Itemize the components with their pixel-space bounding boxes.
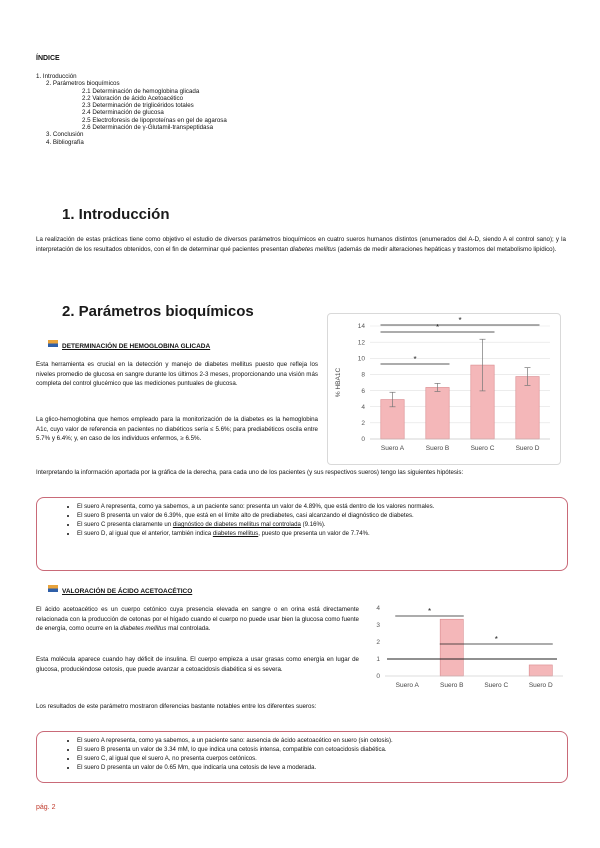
bar bbox=[516, 377, 539, 439]
hba1c-section-title bbox=[48, 335, 210, 353]
y-tick-label: 0 bbox=[361, 436, 365, 444]
x-tick-label: Suero C bbox=[470, 445, 495, 452]
y-tick-label: 10 bbox=[357, 355, 365, 363]
hba1c-paragraph-2: La glico-hemoglobina que hemos empleado para la monitorización de la diabetes es la hemoglobina A1c, cuyo valor de referencia en pacientes no diabéticos sería ≤ 5.6%; para prediabéticos oscila entre 5.7% y 6.4%; y, en caso de los individuos enfermos, ≥ 6.5%. bbox=[36, 416, 318, 443]
paragraph-italic: diabetes mellitus bbox=[120, 625, 167, 633]
bullet-text-end: (9.16%). bbox=[300, 521, 326, 528]
hba1c-paragraph-1: Esta herramienta es crucial en la detección y manejo de diabetes mellitus puesto que refleja los niveles promedio de glucosa en sangre durante los últimos 2-3 meses, proporcionando una visión más completa del control glucémico que las mediciones puntuales de glucosa. bbox=[36, 361, 318, 388]
page-number: pág. 2 bbox=[36, 804, 56, 811]
bar bbox=[529, 665, 552, 676]
toc-item[interactable]: 2.4 Determinación de glucosa bbox=[82, 109, 164, 117]
bullet-text: El suero A representa, como ya sabemos, a un paciente sano: presenta un valor de 4.89%, que está dentro de los valores normales. bbox=[77, 503, 435, 510]
bullet-text-end: , puesto que presenta un valor de 7.74%. bbox=[258, 530, 370, 537]
toc-item[interactable]: 2. Parámetros bioquímicos bbox=[46, 80, 120, 88]
significance-marker: * bbox=[413, 355, 417, 364]
acetoacetic-bar-chart bbox=[367, 598, 567, 688]
section-title-text: DETERMINACIÓN DE HEMOGLOBINA GLICADA bbox=[62, 343, 211, 350]
intro-paragraph bbox=[36, 235, 566, 254]
hba1c-hypotheses-box bbox=[36, 497, 568, 571]
list-item bbox=[77, 511, 557, 520]
bullet-underlined: diagnóstico de diabetes mellitus mal controlada bbox=[172, 521, 301, 528]
toc-item[interactable]: 2.3 Determinación de triglicéridos totales bbox=[82, 102, 194, 110]
y-tick-label: 4 bbox=[376, 605, 380, 613]
intro-text: La realización de estas prácticas tiene como objetivo el estudio de diversos parámetros bioquímicos en cuatro sueros humanos distintos (enumerados del A-D, siendo A el control sano); y la interpretación de los resultados obtenidos, con el fin de determinar qué pacientes presentan bbox=[36, 236, 566, 253]
paragraph-text-end: mal controlada. bbox=[166, 625, 211, 633]
bullet-text: El suero C presenta claramente un bbox=[77, 521, 173, 528]
significance-marker: * bbox=[427, 607, 432, 616]
x-tick-label: Suero A bbox=[395, 682, 419, 688]
list-item: • El suero D presenta un valor de 0.65 Mm, que indicaría una cetosis de leve a moderada. bbox=[77, 763, 557, 772]
significance-marker: * bbox=[494, 635, 498, 644]
toc-item[interactable]: 2.1 Determinación de hemoglobina glicada bbox=[82, 87, 200, 95]
significance-marker: * bbox=[458, 316, 462, 325]
bar bbox=[440, 619, 463, 676]
x-tick-label: Suero A bbox=[380, 445, 405, 452]
hba1c-bar-chart bbox=[328, 314, 560, 464]
significance-marker: * bbox=[435, 323, 440, 332]
list-item bbox=[77, 529, 557, 538]
acetoacetic-section-title bbox=[48, 580, 192, 598]
params-heading: 2. Parámetros bioquímicos bbox=[62, 303, 254, 320]
list-item bbox=[77, 520, 557, 529]
toc-item[interactable]: 2.6 Determinación de γ-Glutamil-transpeptidasa bbox=[82, 124, 214, 132]
list-item bbox=[77, 502, 557, 511]
y-tick-label: 2 bbox=[376, 639, 380, 647]
intro-italic: diabetes mellitus bbox=[289, 245, 336, 253]
toc-item[interactable]: 2.5 Electroforesis de lipoproteínas en gel de agarosa bbox=[82, 116, 227, 124]
flame-bullet-icon bbox=[48, 340, 58, 347]
y-axis-label: % HBA1C bbox=[335, 367, 342, 398]
y-tick-label: 14 bbox=[357, 323, 365, 331]
intro-heading: 1. Introducción bbox=[62, 206, 170, 223]
bullet-text: El suero B presenta un valor de 6.39%, que está en el límite alto de prediabetes, casi alcanzando el diagnóstico de diabetes. bbox=[77, 512, 414, 519]
y-tick-label: 3 bbox=[376, 622, 380, 630]
list-item: • El suero B presenta un valor de 3.34 mM, lo que indica una cetosis intensa, compatible con cetoacidosis diabética. bbox=[77, 745, 557, 754]
toc-title: ÍNDICE bbox=[36, 55, 60, 62]
hba1c-chart-frame bbox=[327, 313, 561, 465]
y-tick-label: 12 bbox=[357, 339, 365, 347]
y-tick-label: 4 bbox=[361, 403, 365, 411]
x-tick-label: Suero D bbox=[528, 682, 553, 688]
flame-bullet-icon bbox=[48, 585, 58, 592]
acetoacetic-paragraph-1 bbox=[36, 605, 359, 634]
acetoacetic-paragraph-2: Esta molécula aparece cuando hay déficit de insulina. El cuerpo empieza a usar grasas como energía en lugar de glucosa, produciéndose cetosis, que puede avanzar a cetoacidosis diabética si es severa. bbox=[36, 656, 359, 673]
hba1c-paragraph-3: Interpretando la información aportada por la gráfica de la derecha, para cada uno de los pacientes (y sus respectivos sueros) tengo las siguientes hipótesis: bbox=[36, 469, 464, 476]
toc-item[interactable]: 3. Conclusión bbox=[46, 131, 84, 139]
list-item: • El suero C, al igual que el suero A, no presenta cuerpos cetónicos. bbox=[77, 754, 557, 763]
y-tick-label: 8 bbox=[361, 371, 365, 379]
table-of-contents bbox=[36, 73, 227, 146]
y-tick-label: 1 bbox=[376, 656, 380, 664]
paragraph-text: El ácido acetoacético es un cuerpo cetónico cuya presencia elevada en sangre o en orina está directamente relacionada con la producción de cetonas por el hígado cuando el cuerpo no puede usar bien la glucosa como fuente de energía, como ocurre en la bbox=[36, 606, 359, 633]
bar bbox=[426, 387, 449, 439]
list-item: • El suero A representa, como ya sabemos, a un paciente sano: ausencia de ácido acetoacético en suero (sin cetosis). bbox=[77, 736, 557, 745]
acetoacetic-results-box bbox=[36, 731, 568, 783]
x-tick-label: Suero B bbox=[440, 682, 464, 688]
y-tick-label: 6 bbox=[361, 387, 365, 395]
x-tick-label: Suero D bbox=[515, 445, 540, 452]
bullet-underlined: diabetes mellitus bbox=[212, 530, 259, 537]
toc-item[interactable]: 2.2 Valoración de ácido Acetoacético bbox=[82, 94, 184, 102]
y-tick-label: 0 bbox=[376, 673, 380, 681]
y-tick-label: 2 bbox=[361, 420, 365, 428]
x-tick-label: Suero C bbox=[484, 682, 509, 688]
bullet-text: El suero D, al igual que el anterior, también indica bbox=[77, 530, 213, 537]
intro-text-end: (además de medir alteraciones hepáticas y trastornos del metabolismo lipídico). bbox=[335, 245, 557, 253]
toc-item[interactable]: 4. Bibliografía bbox=[46, 138, 84, 146]
acetoacetic-paragraph-3: Los resultados de este parámetro mostraron diferencias bastante notables entre los diferentes sueros: bbox=[36, 703, 317, 710]
toc-item[interactable]: 1. Introducción bbox=[36, 73, 77, 80]
x-tick-label: Suero B bbox=[425, 445, 450, 452]
section-title-text: VALORACIÓN DE ÁCIDO ACETOACÉTICO bbox=[62, 588, 193, 595]
